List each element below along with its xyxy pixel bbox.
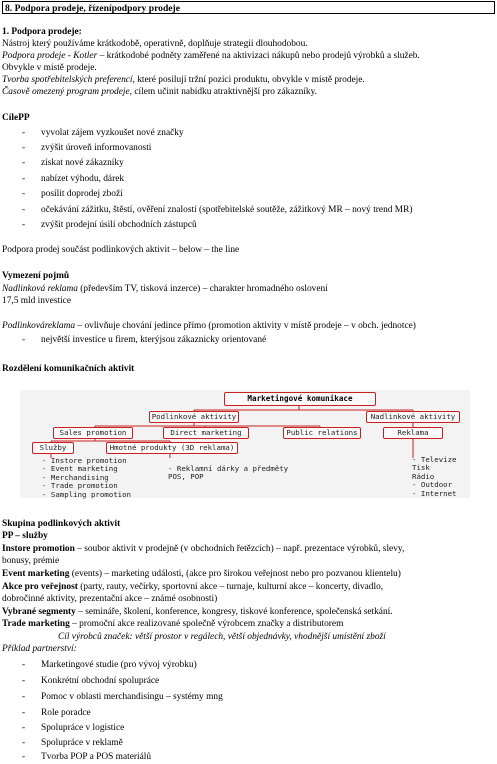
podlinkova-term: Podlinkováreklama [2, 321, 76, 331]
intro-line-1: Nástroj který používáme krátkodobě, operativně, doplňuje strategii dlouhodobou. [2, 39, 308, 49]
kotler-term: Podpora prodeje - Kotler [2, 51, 98, 61]
document-page: 8. Podpora prodeje, řízenípodpory prodeje 1. Podpora prodeje: Nástroj který používáme krátkodobě, operativně, doplňuje strategii dlouhodobou. Podpora prodeje - Kotler – krátkodobé podněty zaměřené na aktivizaci nákupů nebo prodejů výrobků a služeb. Obvykle v místě prodeje. Tvorba spotřebitelských preferencí, které posilují tržní pozici produktu, obvykle v místě prodeje. Časově omezený program prodeje, cílem učinit nabídku atraktivnější pro zákazníky. CílePP - vyvolat zájem vyzkoušet nové značky - zvýšit úroveň informovanosti - získat nové zákazníky - nabízet výhodu, dárek - posílit doprodej zboží - očekávání zážitku, štěstí, ověření znalostí (spotřebitelské soutěže, zážitkový MR – nový trend MR) - zvýšit prodejní úsilí obchodních zástupců Podpora prodej součást podlinkových aktivit – below – the line Vymezení pojmů Nadlinková reklama (především TV, tisková inzerce) – charakter hromadného oslovení 17,5 mld investice Podlinkováreklama – ovlivňuje chování jedince přímo (promotion aktivity v místě prodeje – v obch. jednotce) - největší investice u firem, kterýjsou zákaznicky orientované Rozdělení komunikačních aktivit Marketingové komunikace Podlinkové aktivity Nadlinkové aktivity Sales promotion Direct marketing Public relations Reklama Služby Hmotné produkty (3D reklama) - Instore promotion - Event marketing - Merchandising - Trade promotion - Sampling promotion - Reklamní dárky a předměty POS, POP - Televize Tisk Rádio - Outdoor - Internet Skupina podlinkových aktivit PP – služby Instore promotion – soubor aktivit v prodejně (v obchodních řetězcích) – např. prezentace výrobků, slevy, bonusy, prémie Event marketing (events) – marketing události, (akce pro širokou veřejnost nebo pro pozvanou klientelu) Akce pro veřejnost (party, rauty, večírky, sportovní akce – turnaje, kulturní akce – koncerty, divadlo, dobročinné aktivity, prezentační akce – známé osobnosti) Vybrané segmenty – semináře, školení, konference, kongresy, tiskové konference, společenská setkání. Trade marketing – promoční akce realizované společně výrobcem značky a distributorem Cíl výrobců značek: větší prostor v regálech, větší objednávky, vhodnější umístění zboží Příklad partnerství: - Marketingové studie (pro vývoj výrobku) - Konkrétní obchodní spolupráce - Pomoc v oblasti merchandisingu – systémy mng - Role poradce - Spolupráce v logistice - Spolupráce v reklamě - Tvorba POP a POS materiálů [0, 0, 497, 764]
marketing-communications-node: Marketingové komunikace [224, 392, 376, 406]
sales-promotion-node: Sales promotion [53, 427, 133, 439]
intro-line-2 [2, 50, 420, 62]
podlinkova-line [2, 320, 416, 332]
investice-line: 17,5 mld investice [2, 296, 71, 306]
trade-term: Trade marketing [2, 619, 70, 629]
podlinkova-definition: – ovlivňuje chování jedince přímo (promotion aktivity v místě prodeje – v obch. jednotce) [75, 321, 416, 331]
podlinkove-node: Podlinkové aktivity [149, 411, 239, 423]
hmotne-produkty-node: Hmotné produkty (3D reklama) [106, 442, 238, 454]
priklad-line: Příklad partnerství: [2, 644, 77, 654]
intro-line-3: Obvykle v místě prodeje. [2, 63, 97, 73]
cile-heading: CílePP [2, 113, 30, 123]
nadlinkova-definition: (především TV, tisková inzerce) – charakter hromadného oslovení [77, 284, 328, 294]
section-heading: 8. Podpora prodeje, řízenípodpory prodeje [2, 1, 495, 14]
trade-definition: – promoční akce realizované společně výrobcem značky a distributorem [69, 619, 344, 629]
cil-line: Cíl výrobců značek: větší prostor v regálech, větší objednávky, vhodnější umístění zboží [58, 632, 386, 642]
nadlinkova-line [2, 283, 328, 295]
skupina-heading: Skupina podlinkových aktivit [2, 519, 121, 529]
akce-cont: dobročinné aktivity, prezentační akce – známé osobnosti) [2, 594, 218, 604]
program-term: Časově omezený program prodeje [2, 87, 130, 97]
podpora-prodeje-heading: 1. Podpora prodeje: [2, 27, 82, 37]
instore-cont: bonusy, prémie [2, 556, 60, 566]
pp-sluzby-heading: PP – služby [2, 531, 48, 541]
nadlinkova-term: Nadlinková reklama [2, 284, 78, 294]
trade-line [2, 618, 343, 630]
instore-line [2, 543, 404, 555]
akce-definition: (party, rauty, večírky, sportovní akce – turnaje, kulturní akce – koncerty, divadlo, [77, 582, 384, 592]
instore-definition: – soubor aktivit v prodejně (v obchodních řetězcích) – např. prezentace výrobků, slevy, [74, 544, 405, 554]
nadlinkove-node: Nadlinkové aktivity [366, 411, 460, 423]
event-term: Event marketing [2, 569, 70, 579]
akce-line [2, 581, 383, 593]
vymezeni-heading: Vymezení pojmů [2, 271, 70, 281]
reklama-list: - Televize Tisk Rádio - Outdoor - Internet [412, 455, 457, 498]
public-relations-node: Public relations [283, 427, 361, 439]
sluzby-list: - Instore promotion - Event marketing - Merchandising - Trade promotion - Sampling promotion [42, 456, 131, 499]
event-line [2, 568, 401, 580]
reklama-node: Reklama [383, 427, 443, 439]
intro-line-5 [2, 86, 317, 98]
vybrane-definition: – semináře, školení, konference, kongresy, tiskové konference, společenská setkání. [75, 607, 393, 617]
instore-term: Instore promotion [2, 544, 75, 554]
akce-term: Akce pro veřejnost [2, 582, 78, 592]
intro-line-4 [2, 74, 365, 86]
hmotne-list: - Reklamní dárky a předměty POS, POP [168, 464, 289, 482]
direct-marketing-node: Direct marketing [163, 427, 249, 439]
preference-term: Tvorba spotřebitelských preferencí [2, 75, 133, 85]
vybrane-term: Vybrané segmenty [2, 607, 76, 617]
kotler-definition: – krátkodobé podněty zaměřené na aktivizaci nákupů nebo prodejů výrobků a služeb. [97, 51, 420, 61]
rozdeleni-heading: Rozdělení komunikačních aktivit [2, 364, 135, 374]
event-definition: (events) – marketing události, (akce pro širokou veřejnost nebo pro pozvanou klientelu) [69, 569, 401, 579]
program-definition: , cílem učinit nabídku atraktivnější pro zákazníky. [129, 87, 318, 97]
preference-definition: , které posilují tržní pozici produktu, obvykle v místě prodeje. [132, 75, 365, 85]
podlinkove-line: Podpora prodej součást podlinkových aktivit – below – the line [2, 245, 240, 255]
sluzby-node: Služby [32, 442, 74, 454]
vybrane-line [2, 606, 393, 618]
communication-diagram [20, 390, 470, 498]
